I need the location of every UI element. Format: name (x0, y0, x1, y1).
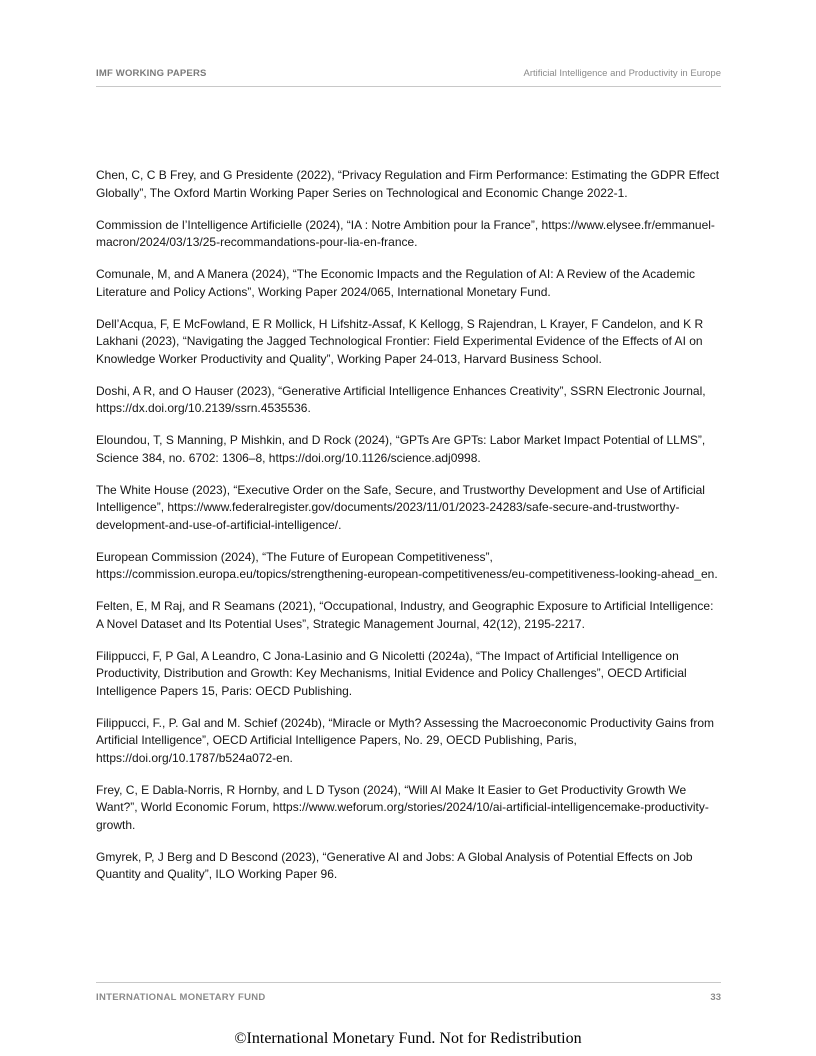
redistribution-notice: ©International Monetary Fund. Not for Redistribution (234, 1030, 582, 1047)
reference-entry: Frey, C, E Dabla-Norris, R Hornby, and L D Tyson (2024), “Will AI Make It Easier to Get Productivity Growth We Want?”, World Economic Forum, https://www.weforum.org/stories/2024/10/ai-artificial-intelligencemake-productivity-growth. (96, 782, 709, 832)
reference-entry: Chen, C, C B Frey, and G Presidente (2022), “Privacy Regulation and Firm Performance: Estimating the GDPR Effect Globally”, The Oxford Martin Working Paper Series on Technological and Economic Change 2022-1. (96, 168, 720, 200)
paper-title: Artificial Intelligence and Productivity in Europe (523, 68, 721, 79)
reference-list (96, 167, 722, 898)
reference-entry: Dell’Acqua, F, E McFowland, E R Mollick, H Lifshitz-Assaf, K Kellogg, S Rajendran, L Krayer, F Candelon, and K R Lakhani (2023), “Navigating the Jagged Technological Frontier: Field Experimental Evidence of the Effects of AI on Knowledge Worker Productivity and Quality”, Working Paper 24-013, Harvard Business School. (96, 316, 704, 366)
reference-entry: Doshi, A R, and O Hauser (2023), “Generative Artificial Intelligence Enhances Creativity”, SSRN Electronic Journal, https://dx.doi.org/10.2139/ssrn.4535536. (96, 383, 706, 415)
page-number: 33 (710, 992, 721, 1003)
reference-entry: Commission de l’Intelligence Artificielle (2024), “IA : Notre Ambition pour la France”, https://www.elysee.fr/emmanuel-macron/2024/03/13/25-recommandations-pour-lia-en-france. (96, 217, 715, 249)
reference-entry: Felten, E, M Raj, and R Seamans (2021), “Occupational, Industry, and Geographic Exposure to Artificial Intelligence: A Novel Dataset and Its Potential Uses”, Strategic Management Journal, 42(12), 2195-2217. (96, 599, 714, 631)
reference-entry: The White House (2023), “Executive Order on the Safe, Secure, and Trustworthy Development and Use of Artificial Intelligence”, https://www.federalregister.gov/documents/2023/11/01/2023-24283/safe-secure-and-trustworthy-development-and-use-of-artificial-intelligence/. (96, 482, 705, 532)
footer-organization: INTERNATIONAL MONETARY FUND (96, 992, 266, 1003)
reference-entry: Filippucci, F, P Gal, A Leandro, C Jona-Lasinio and G Nicoletti (2024a), “The Impact of Artificial Intelligence on Productivity, Distribution and Growth: Key Mechanisms, Initial Evidence and Policy Challenges”, OECD Artificial Intelligence Papers 15, Paris: OECD Publishing. (96, 648, 687, 698)
page-header (96, 66, 721, 87)
reference-entry: Gmyrek, P, J Berg and D Bescond (2023), “Generative AI and Jobs: A Global Analysis of Potential Effects on Job Quantity and Quality”, ILO Working Paper 96. (96, 849, 693, 881)
reference-entry: European Commission (2024), “The Future of European Competitiveness”, https://commission.europa.eu/topics/strengthening-european-competitiveness/eu-competitiveness-looking-ahead_en. (96, 549, 718, 581)
publication-series-title: IMF WORKING PAPERS (96, 68, 207, 79)
page-footer (96, 982, 721, 1005)
reference-entry: Filippucci, F., P. Gal and M. Schief (2024b), “Miracle or Myth? Assessing the Macroeconomic Productivity Gains from Artificial Intelligence”, OECD Artificial Intelligence Papers, No. 29, OECD Publishing, Paris, https://doi.org/10.1787/b524a072-en. (96, 715, 715, 765)
reference-entry: Eloundou, T, S Manning, P Mishkin, and D Rock (2024), “GPTs Are GPTs: Labor Market Impact Potential of LLMS”, Science 384, no. 6702: 1306–8, https://doi.org/10.1126/science.adj0998. (96, 433, 706, 465)
reference-entry: Comunale, M, and A Manera (2024), “The Economic Impacts and the Regulation of AI: A Review of the Academic Literature and Policy Actions”, Working Paper 2024/065, International Monetary Fund. (96, 267, 695, 299)
